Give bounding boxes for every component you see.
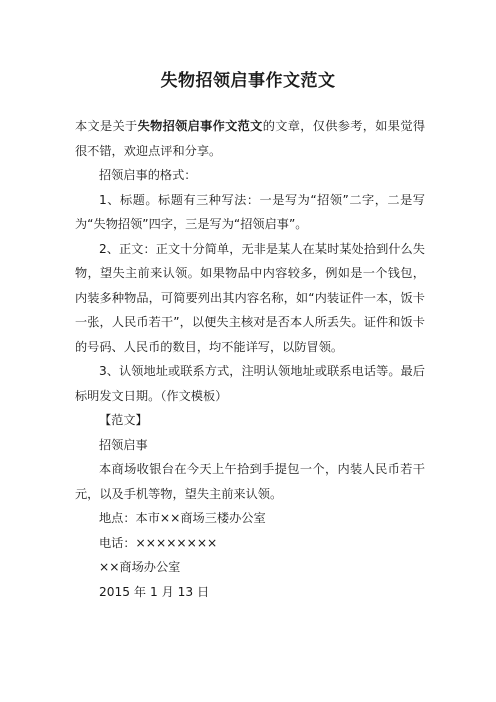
sample-phone: 电话：×××××××× [99,535,218,550]
format-item-contact: 3、认领地址或联系方式，注明认领地址或联系电话等。最后标明发文日期。（作文模板） [75,364,425,403]
sample-location: 地点：本市××商场三楼办公室 [99,511,266,525]
sample-date: 2015 年 1 月 13 日 [99,584,210,599]
intro-bold-keyword: 失物招领启事作文范文 [137,119,263,133]
sample-signature: ××商场办公室 [99,560,181,574]
intro-suffix: 的文章，仅供参考，如果觉得很不错，欢迎点评和分享。 [75,119,426,158]
format-item-title: 1、标题。标题有三种写法：一是写为“招领”二字，二是写为“失物招领”四字，三是写为“招领启事”。 [75,192,425,231]
format-heading: 招领启事的格式： [99,168,197,182]
sample-body: 本商场收银台在今天上午拾到手提包一个，内装人民币若干元，以及手机等物，望失主前来认领。 [75,462,425,501]
intro-paragraph [75,114,425,163]
document-body [75,114,425,604]
sample-title: 招领启事 [99,437,148,452]
format-item-body: 2、正文：正文十分简单，无非是某人在某时某处拾到什么失物，望失主前来认领。如果物品中内容较多，例如是一个钱包，内装多种物品，可简要列出其内容名称，如“内装证件一本，饭卡一张，人民币若干”，以便失主核对是否本人所丢失。证件和饭卡的号码、人民币的数目，均不能详写，以防冒领。 [75,241,425,354]
intro-prefix: 本文是关于 [75,119,138,133]
page-title: 失物招领启事作文范文 [160,71,336,91]
sample-heading: 【范文】 [99,413,148,427]
